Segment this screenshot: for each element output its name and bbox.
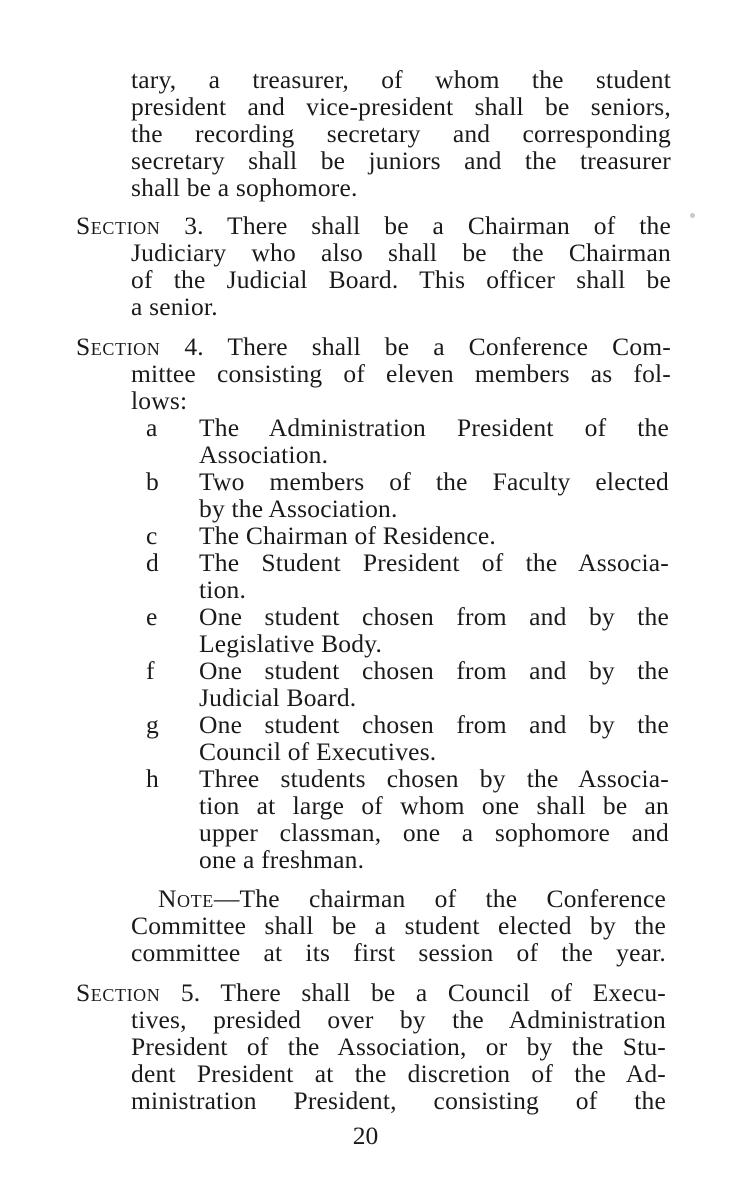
section-5-line-4: dent President at the discretion of the Ad-: [131, 1059, 666, 1088]
list-item-letter: f: [146, 656, 155, 685]
continuation-line-5: shall be a sophomore.: [131, 173, 358, 202]
section-5-line-5: ministration President, consisting of the: [131, 1086, 666, 1115]
list-item-letter: b: [146, 467, 159, 496]
list-item-letter: g: [146, 710, 159, 739]
page-speck: [690, 213, 695, 218]
list-item-line: Three students chosen by the Associa-: [199, 764, 669, 793]
list-item-line: The Chairman of Residence.: [199, 521, 496, 550]
section-3-label: Section: [76, 211, 161, 240]
list-item-line: upper classman, one a sophomore and: [199, 818, 669, 847]
note-first-line: —The chairman of the Conference: [213, 884, 666, 913]
list-item-line: tion.: [199, 575, 247, 604]
section-3-heading-line: [76, 213, 671, 240]
note-heading-line: [158, 886, 666, 913]
list-item-line: One student chosen from and by the: [199, 656, 669, 685]
list-item-letter: e: [146, 602, 158, 631]
continuation-line-3: the recording secretary and corresponding: [131, 119, 671, 148]
list-item-line: Association.: [199, 440, 329, 469]
list-item-letter: c: [146, 521, 158, 550]
continuation-line-1: tary, a treasurer, of whom the student: [131, 65, 671, 94]
list-item-line: The Student President of the Associa-: [199, 548, 669, 577]
section-5-line-3: President of the Association, or by the Stu-: [131, 1032, 666, 1061]
list-item-letter: h: [146, 764, 159, 793]
note-label: Note: [158, 884, 214, 913]
list-item-letter: d: [146, 548, 159, 577]
list-item-line: The Administration President of the: [199, 413, 669, 442]
note-line-2: Committee shall be a student elected by the: [131, 911, 666, 940]
list-item-line: Legislative Body.: [199, 629, 383, 658]
continuation-line-4: secretary shall be juniors and the treasurer: [131, 146, 671, 175]
section-4-line-2: mittee consisting of eleven members as fol-: [131, 359, 671, 388]
list-item-line: Two members of the Faculty elected: [199, 467, 669, 496]
list-item-line: Council of Executives.: [199, 737, 437, 766]
section-4-label: Section: [76, 332, 161, 361]
page-number: 20: [352, 1121, 379, 1150]
continuation-line-2: president and vice-president shall be seniors,: [131, 92, 671, 121]
list-item-line: one a freshman.: [199, 845, 365, 874]
list-item-line: One student chosen from and by the: [199, 710, 669, 739]
section-3-first-line: 3. There shall be a Chairman of the: [184, 211, 672, 240]
section-4-line-3: lows:: [131, 386, 188, 415]
section-5-first-line: 5. There shall be a Council of Execu-: [180, 978, 667, 1007]
note-line-3: committee at its first session of the year.: [131, 938, 666, 967]
section-3-line-3: of the Judicial Board. This officer shall be: [131, 265, 671, 294]
section-3-line-4: a senior.: [131, 292, 218, 321]
section-3-line-2: Judiciary who also shall be the Chairman: [131, 238, 671, 267]
list-item-line: Judicial Board.: [199, 683, 357, 712]
section-4-heading-line: [76, 334, 671, 361]
list-item-line: tion at large of whom one shall be an: [199, 791, 669, 820]
list-item-letter: a: [146, 413, 158, 442]
section-5-label: Section: [76, 978, 161, 1007]
section-5-heading-line: [76, 980, 666, 1007]
section-5-line-2: tives, presided over by the Administration: [131, 1005, 666, 1034]
section-4-first-line: 4. There shall be a Conference Com-: [184, 332, 671, 361]
list-item-line: by the Association.: [199, 494, 398, 523]
list-item-line: One student chosen from and by the: [199, 602, 669, 631]
